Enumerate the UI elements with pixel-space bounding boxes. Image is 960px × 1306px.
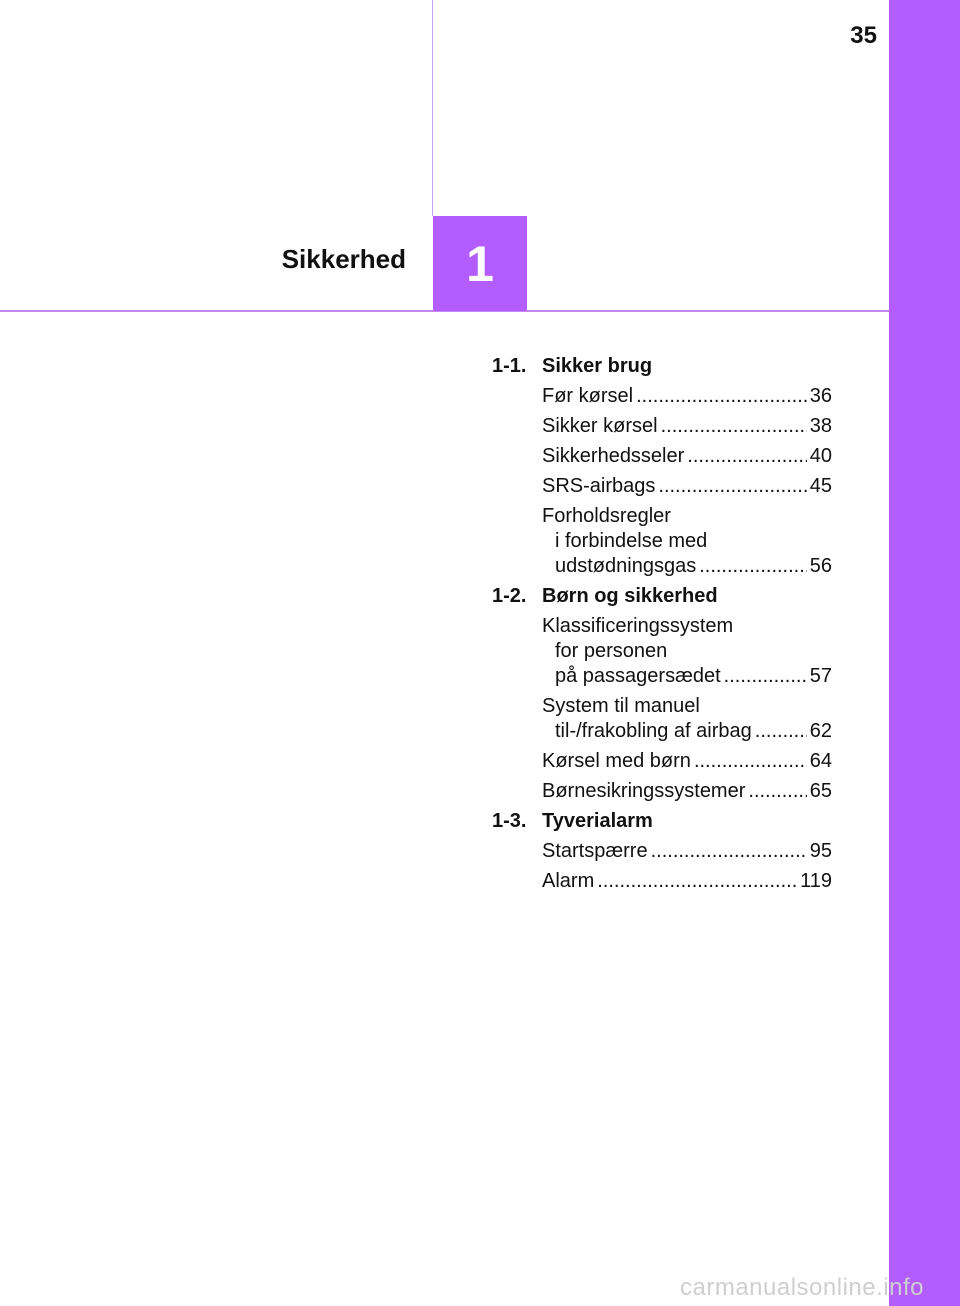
- toc-entry-text: Forholdsregler: [542, 505, 671, 527]
- toc-section-title: Børn og sikkerhed: [542, 585, 718, 607]
- toc-entry-page: 56: [809, 555, 832, 577]
- toc-entry-line: [542, 869, 832, 894]
- toc-entry-page: 57: [809, 665, 832, 687]
- toc-entry-line: [542, 839, 832, 864]
- toc-entry[interactable]: [542, 779, 832, 804]
- toc-entry-text: i forbindelse med: [555, 530, 708, 552]
- toc-entry-page: 45: [809, 475, 832, 497]
- toc-entry-page: 65: [809, 780, 832, 802]
- toc-entry-line: [542, 554, 832, 579]
- toc-entry-text: Klassificeringssystem: [542, 615, 734, 637]
- toc-entry-text: på passagersædet: [555, 665, 721, 687]
- toc-entry-page: 36: [809, 385, 832, 407]
- toc-entries: [542, 384, 832, 579]
- toc-dot-leader: [636, 384, 807, 409]
- toc-entry-text: til-/frakobling af airbag: [555, 720, 752, 742]
- toc-entry-line: [542, 639, 832, 664]
- toc-entry-line: [542, 444, 832, 469]
- toc-entry-text: System til manuel: [542, 695, 700, 717]
- toc-dot-leader: [661, 414, 807, 439]
- toc-entry-line: [542, 749, 832, 774]
- toc-entry-line: [542, 529, 832, 554]
- toc-dot-leader: [651, 839, 807, 864]
- table-of-contents: [492, 354, 832, 899]
- toc-entries: [542, 839, 832, 894]
- toc-entry-line: [542, 694, 832, 719]
- toc-entry-page: 64: [809, 750, 832, 772]
- toc-entry-line: [542, 504, 832, 529]
- toc-entry-text: Sikkerhedsseler: [542, 445, 685, 467]
- toc-entry-text: Sikker kørsel: [542, 415, 658, 437]
- toc-entry[interactable]: [542, 869, 832, 894]
- toc-section-heading[interactable]: [492, 809, 832, 834]
- toc-section: [492, 584, 832, 804]
- toc-entry[interactable]: [542, 414, 832, 439]
- toc-entry-text: Børnesikringssystemer: [542, 780, 746, 802]
- toc-entry-line: [542, 414, 832, 439]
- toc-entry[interactable]: [542, 474, 832, 499]
- watermark: carmanualsonline.info: [680, 1274, 924, 1301]
- toc-section-number: 1-2.: [492, 585, 527, 607]
- toc-dot-leader: [755, 719, 807, 744]
- toc-entry[interactable]: [542, 694, 832, 744]
- toc-entry-line: [542, 474, 832, 499]
- toc-section-number: 1-1.: [492, 355, 527, 377]
- toc-section-number: 1-3.: [492, 810, 527, 832]
- toc-entry-text: Før kørsel: [542, 385, 634, 407]
- toc-entry-page: 95: [809, 840, 832, 862]
- chapter-title: Sikkerhed: [281, 244, 406, 274]
- vertical-divider: [432, 0, 433, 216]
- toc-dot-leader: [724, 664, 807, 689]
- toc-entry[interactable]: [542, 504, 832, 579]
- toc-entries: [542, 614, 832, 804]
- toc-entry[interactable]: [542, 444, 832, 469]
- toc-section-title: Tyverialarm: [542, 810, 653, 832]
- toc-entry-page: 40: [809, 445, 832, 467]
- toc-dot-leader: [694, 749, 807, 774]
- toc-entry-text: Kørsel med børn: [542, 750, 691, 772]
- toc-entry-text: udstødningsgas: [555, 555, 697, 577]
- toc-dot-leader: [748, 779, 806, 804]
- toc-entry-text: SRS-airbags: [542, 475, 656, 497]
- toc-section: [492, 354, 832, 579]
- toc-entry-text: Alarm: [542, 870, 595, 892]
- toc-entry[interactable]: [542, 384, 832, 409]
- toc-dot-leader: [597, 869, 797, 894]
- chapter-side-bar: [889, 0, 960, 1306]
- toc-entry-line: [542, 614, 832, 639]
- chapter-number-box: [433, 216, 527, 311]
- toc-dot-leader: [699, 554, 807, 579]
- toc-entry[interactable]: [542, 614, 832, 689]
- toc-entry[interactable]: [542, 749, 832, 774]
- toc-entry[interactable]: [542, 839, 832, 864]
- page-number: 35: [850, 22, 877, 49]
- toc-entry-text: for personen: [555, 640, 668, 662]
- toc-entry-line: [542, 664, 832, 689]
- toc-entry-page: 38: [809, 415, 832, 437]
- chapter-number: 1: [466, 235, 494, 292]
- toc-entry-text: Startspærre: [542, 840, 648, 862]
- toc-section-heading[interactable]: [492, 354, 832, 379]
- toc-dot-leader: [658, 474, 806, 499]
- toc-entry-page: 119: [800, 870, 832, 892]
- toc-entry-line: [542, 779, 832, 804]
- toc-dot-leader: [687, 444, 806, 469]
- toc-section-title: Sikker brug: [542, 355, 653, 377]
- toc-entry-line: [542, 719, 832, 744]
- toc-section: [492, 809, 832, 894]
- toc-entry-line: [542, 384, 832, 409]
- toc-section-heading[interactable]: [492, 584, 832, 609]
- toc-entry-page: 62: [809, 720, 832, 742]
